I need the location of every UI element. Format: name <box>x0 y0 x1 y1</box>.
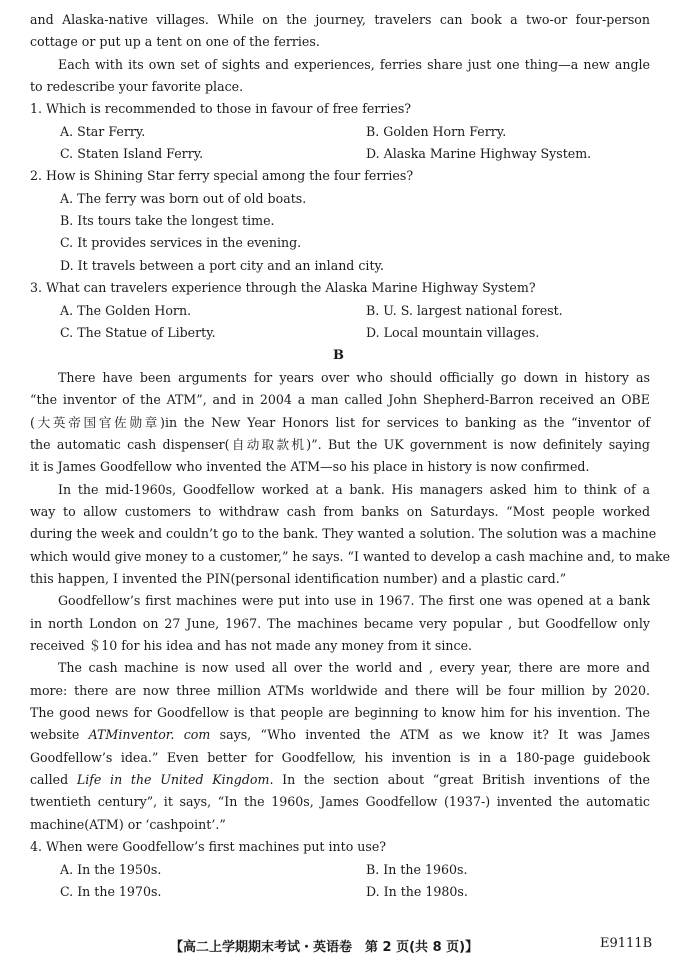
answer-option[interactable]: C. It provides services in the evening. <box>60 235 302 250</box>
answer-option[interactable]: C. In the 1970s. <box>60 884 162 899</box>
passage-line: There have been arguments for years over who should officially go down in history as <box>58 370 650 385</box>
answer-option[interactable]: B. Its tours take the longest time. <box>60 213 275 228</box>
passage-line <box>30 727 650 743</box>
passage-line: In the mid-1960s, Goodfellow worked at a bank. His managers asked him to think of a <box>58 482 650 497</box>
line-text: website <box>30 727 80 742</box>
passage-line: The cash machine is now used all over the world and , every year, there are more and <box>58 660 650 675</box>
website-name: ATMinventor. com <box>88 727 211 742</box>
passage-line: this happen, I invented the PIN(personal identification number) and a plastic card.” <box>30 571 567 586</box>
passage-line: Goodfellow’s first machines were put into use in 1967. The first one was opened at a bank <box>58 593 650 608</box>
passage-line: more: there are now three million ATMs worldwide and there will be four million by 2020. <box>30 683 650 698</box>
passage-line: in north London on 27 June, 1967. The machines became very popular , but Goodfellow only <box>30 616 650 631</box>
page-footer: 【高二上学期期末考试・英语卷 第 2 页(共 8 页)】 <box>170 940 479 955</box>
passage-line: received ＄10 for his idea and has not made any money from it since. <box>30 638 473 653</box>
exam-code: E9111B <box>600 936 653 951</box>
passage-line: way to allow customers to withdraw cash from banks on Saturdays. “Most people worked <box>30 504 650 519</box>
passage-line: it is James Goodfellow who invented the ATM—so his place in history is now confirmed. <box>30 459 590 474</box>
passage-line: “the inventor of the ATM”, and in 2004 a man called John Shepherd-Barron received an OBE <box>30 392 650 407</box>
answer-option[interactable]: D. It travels between a port city and an inland city. <box>60 258 384 273</box>
passage-line: twentieth century”, it says, “In the 1960s, James Goodfellow (1937-) invented the automatic <box>30 794 650 809</box>
passage-line: Each with its own set of sights and experiences, ferries share just one thing—a new angle <box>58 57 650 72</box>
answer-option[interactable]: D. Local mountain villages. <box>366 325 540 340</box>
passage-line: (大英帝国官佐勋章)in the New Year Honors list for services to banking as the “inventor of <box>30 415 650 430</box>
question-stem: 4. When were Goodfellow’s first machines put into use? <box>30 839 387 854</box>
passage-line: during the week and couldn’t go to the bank. They wanted a solution. The solution was a machine <box>30 526 657 541</box>
line-text: says, “Who invented the ATM as we know it? It was James <box>219 727 650 742</box>
passage-line: the automatic cash dispenser(自动取款机)”. But the UK government is now definitely saying <box>30 437 650 452</box>
passage-line: and Alaska-native villages. While on the journey, travelers can book a two-or four-person <box>30 12 650 27</box>
answer-option[interactable]: B. In the 1960s. <box>366 862 468 877</box>
passage-line: Goodfellow’s idea.” Even better for Goodfellow, his invention is in a 180-page guidebook <box>30 750 650 765</box>
answer-option[interactable]: B. Golden Horn Ferry. <box>366 124 507 139</box>
passage-line: to redescribe your favorite place. <box>30 79 244 94</box>
question-stem: 2. How is Shining Star ferry special among the four ferries? <box>30 168 414 183</box>
passage-line: machine(ATM) or ‘cashpoint’.” <box>30 817 226 832</box>
section-heading: B <box>333 348 344 363</box>
answer-option[interactable]: D. In the 1980s. <box>366 884 468 899</box>
answer-option[interactable]: B. U. S. largest national forest. <box>366 303 563 318</box>
passage-line <box>30 772 650 788</box>
passage-line: The good news for Goodfellow is that people are beginning to know him for his invention. The <box>30 705 650 720</box>
question-stem: 3. What can travelers experience through the Alaska Marine Highway System? <box>30 280 536 295</box>
passage-line: cottage or put up a tent on one of the ferries. <box>30 34 320 49</box>
line-text: called <box>30 772 69 787</box>
passage-line: which would give money to a customer,” he says. “I wanted to develop a cash machine and, to make <box>30 549 671 564</box>
answer-option[interactable]: A. Star Ferry. <box>60 124 146 139</box>
answer-option[interactable]: C. The Statue of Liberty. <box>60 325 216 340</box>
answer-option[interactable]: A. The Golden Horn. <box>60 303 192 318</box>
line-text: . In the section about “great British inventions of the <box>269 772 650 787</box>
answer-option[interactable]: D. Alaska Marine Highway System. <box>366 146 592 161</box>
question-stem: 1. Which is recommended to those in favour of free ferries? <box>30 101 412 116</box>
answer-option[interactable]: A. In the 1950s. <box>60 862 162 877</box>
answer-option[interactable]: C. Staten Island Ferry. <box>60 146 204 161</box>
answer-option[interactable]: A. The ferry was born out of old boats. <box>60 191 307 206</box>
book-title: Life in the United Kingdom <box>76 772 270 787</box>
